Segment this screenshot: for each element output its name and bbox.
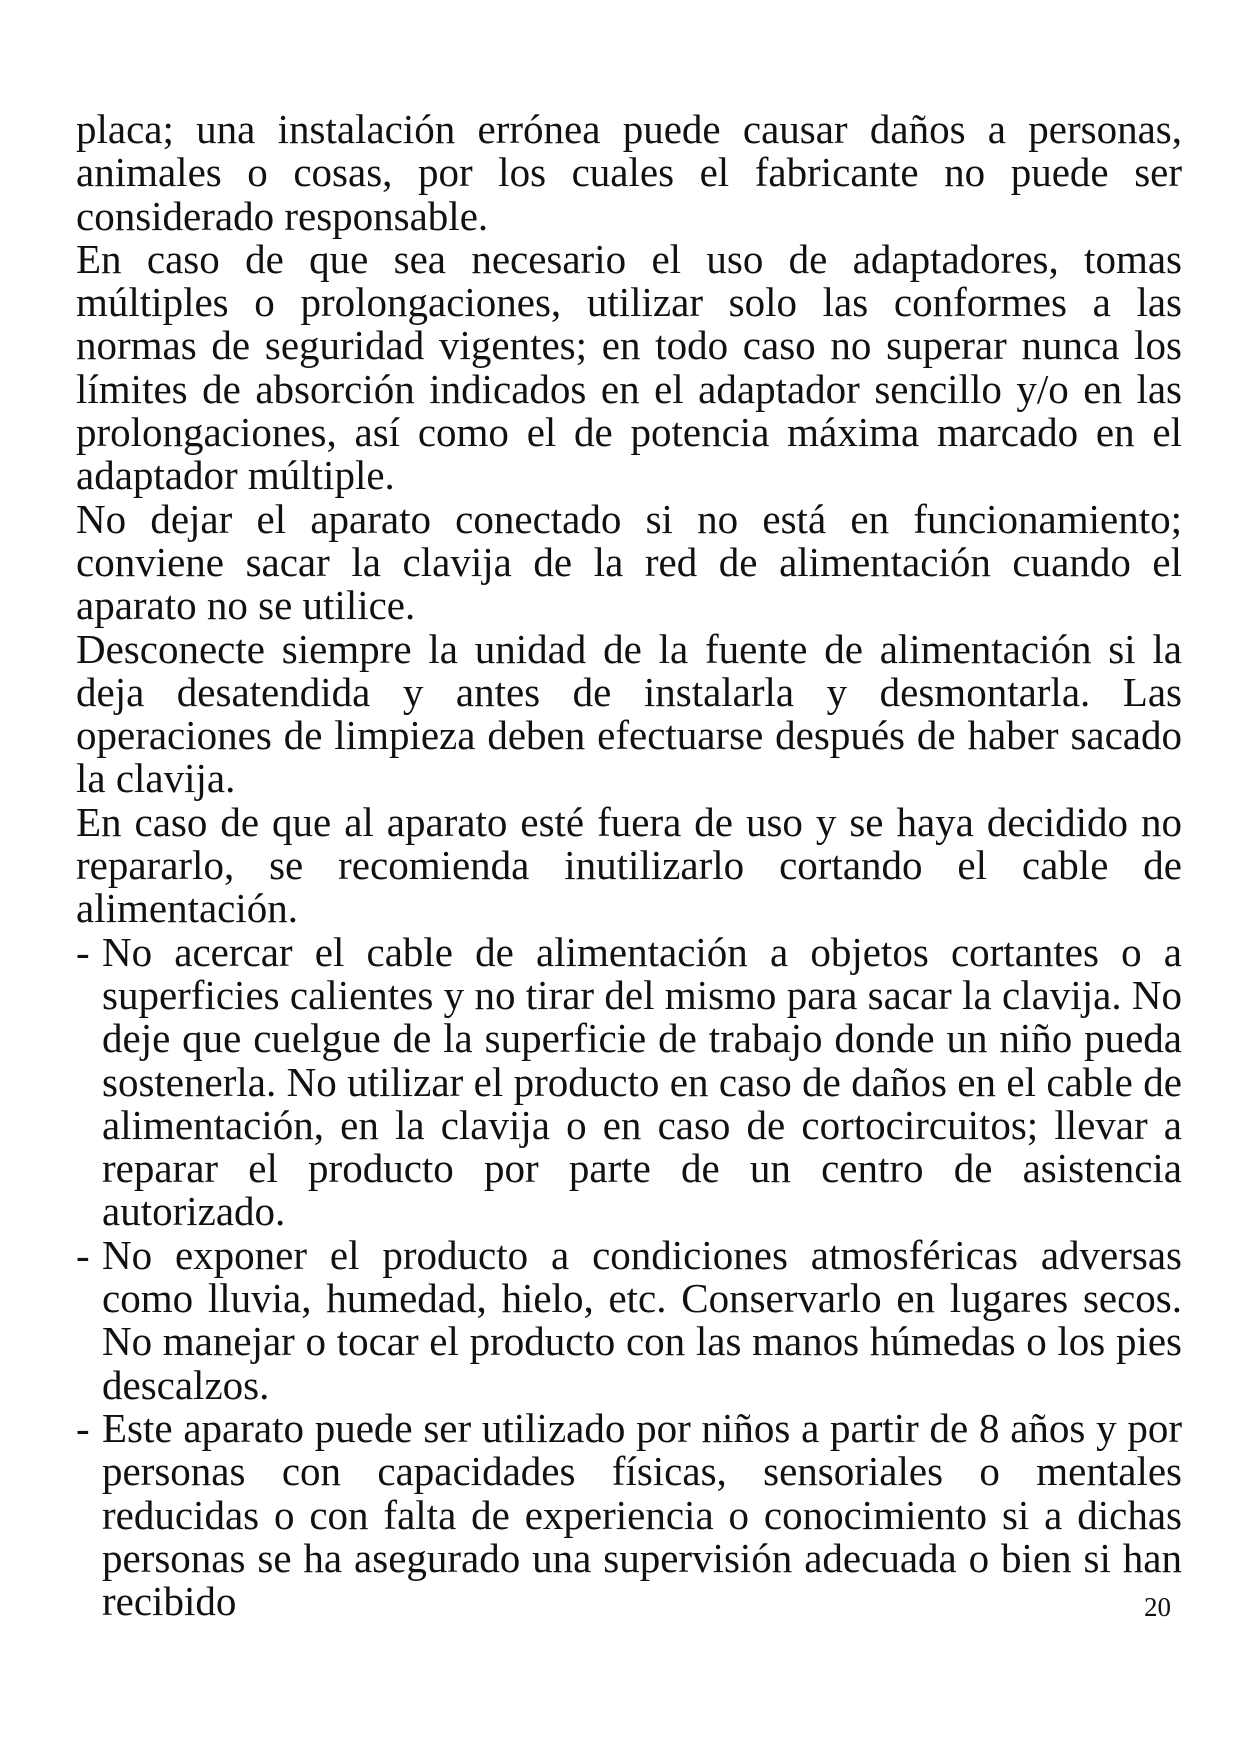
list-item: [76, 928, 1182, 1235]
bullet-text-children: Este aparato puede ser utilizado por niños a partir de 8 años y por personas con capacidades físicas, sensoriales o mentales reducidas o con falta de experiencia o conocimiento si a dichas personas se ha asegurado una supervisión adecuada o bien si han recibido: [102, 1404, 1182, 1625]
paragraph-disconnect-when-idle: No dejar el aparato conectado si no está en funcionamiento; conviene sacar la clavija de la red de alimentación cuando el aparato no se utilice.: [76, 495, 1182, 629]
bullet-dash: -: [76, 928, 90, 975]
paragraph-installation: placa; una instalación errónea puede causar daños a personas, animales o cosas, por los cuales el fabricante no puede ser considerado responsable.: [76, 106, 1182, 239]
bullet-text-weather: No exponer el producto a condiciones atmosféricas adversas como lluvia, humedad, hielo, etc. Conservarlo en lugares secos. No manejar o tocar el producto con las manos húmedas o los pies descalzos.: [102, 1231, 1182, 1408]
list-item: [76, 1404, 1182, 1625]
bullet-dash: -: [76, 1404, 90, 1451]
page-content: [76, 108, 1182, 1623]
warning-list: [76, 928, 1182, 1625]
paragraph-disposal: En caso de que al aparato esté fuera de uso y se haya decidido no repararlo, se recomienda inutilizarlo cortando el cable de alimentación.: [76, 798, 1182, 932]
list-item: [76, 1231, 1182, 1408]
bullet-text-power-cable: No acercar el cable de alimentación a objetos cortantes o a superficies calientes y no tirar del mismo para sacar la clavija. No deje que cuelgue de la superficie de trabajo donde un niño pueda sostenerla. No utilizar el producto en caso de daños en el cable de alimentación, en la clavija o en caso de cortocircuitos; llevar a reparar el producto por parte de un centro de asistencia autorizado.: [102, 928, 1182, 1235]
paragraph-adapters: En caso de que sea necesario el uso de adaptadores, tomas múltiples o prolongaciones, utilizar solo las conformes a las normas de seguridad vigentes; en todo caso no superar nunca los límites de absorción indicados en el adaptador sencillo y/o en las prolongaciones, así como el de potencia máxima marcado en el adaptador múltiple.: [76, 235, 1182, 499]
paragraph-unplug-unattended: Desconecte siempre la unidad de la fuente de alimentación si la deja desatendida y antes de instalarla y desmontarla. Las operaciones de limpieza deben efectuarse después de haber sacado la clavija.: [76, 625, 1182, 802]
bullet-dash: -: [76, 1231, 90, 1278]
page-number: 20: [1144, 1592, 1171, 1622]
